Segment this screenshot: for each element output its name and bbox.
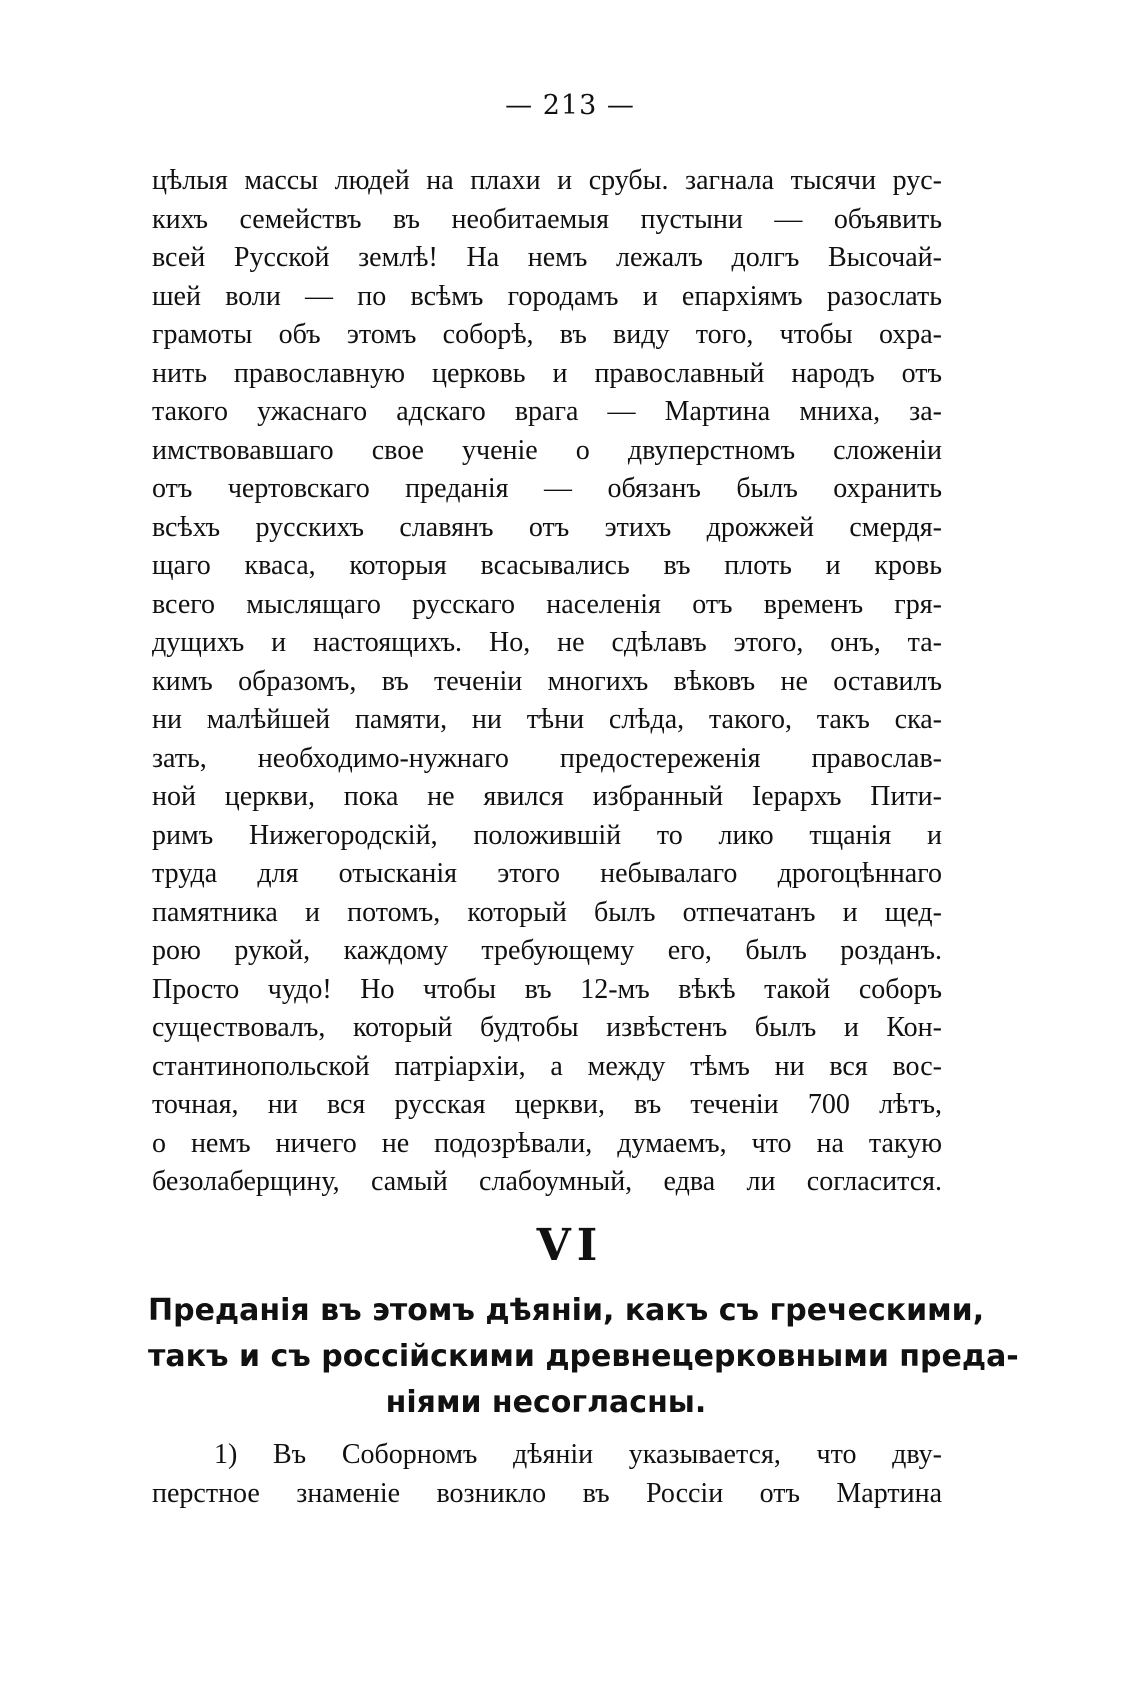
text-line: о немъ ничего не подозрѣвали, думаемъ, что на такую [152, 1127, 942, 1159]
text-line: 1) Въ Соборномъ дѣяніи указывается, что дву- [214, 1439, 942, 1470]
text-line: отъ чертовскаго преданія — обязанъ былъ охранить [152, 473, 942, 504]
text-line: щаго кваса, которыя всасывались въ плоть и кровь [152, 550, 942, 581]
text-line: дущихъ и настоящихъ. Но, не сдѣлавъ этого, онъ, та- [152, 627, 942, 658]
heading-line: такъ и съ россійскими древнецерковными преда- [148, 1339, 1019, 1374]
text-line: кихъ семействъ въ необитаемыя пустыни — объявить [152, 203, 942, 235]
text-line: безолаберщину, самый слабоумный, едва ли согласится. [152, 1166, 942, 1197]
section-heading [148, 1288, 1019, 1426]
text-line: всѣхъ русскихъ славянъ отъ этихъ дрожжей смердя- [152, 511, 942, 543]
section-numeral: VI [536, 1220, 604, 1271]
text-line: всего мыслящаго русскаго населенія отъ временъ гря- [152, 588, 942, 620]
text-line: перстное знаменіе возникло въ Россіи отъ Мартина [152, 1477, 942, 1509]
text-line: труда для отысканія этого небывалаго дрогоцѣннаго [152, 858, 942, 889]
heading-line: ніями несогласны. [385, 1385, 707, 1420]
text-line: точная, ни вся русская церкви, въ теченіи 700 лѣтъ, [152, 1089, 942, 1120]
page-number: — 213 — [505, 90, 635, 121]
main-paragraph [152, 162, 942, 1202]
text-line: существовалъ, который будтобы извѣстенъ былъ и Кон- [152, 1012, 942, 1043]
text-line: шей воли — по всѣмъ городамъ и епархіямъ разослать [152, 280, 942, 312]
text-line: цѣлыя массы людей на плахи и срубы. загнала тысячи рус- [152, 165, 942, 196]
text-line: ной церкви, пока не явился избранный Іерархъ Пити- [152, 781, 942, 812]
text-line: такого ужаснаго адскаго врага — Мартина мниха, за- [152, 396, 942, 427]
text-line: имствовавшаго свое ученіе о двуперстномъ сложеніи [152, 434, 942, 466]
text-line: всей Русской землѣ! На немъ лежалъ долгъ Высочай- [152, 242, 942, 273]
text-line: зать, необходимо-нужнаго предостереженія православ- [152, 742, 942, 774]
text-line: кимъ образомъ, въ теченіи многихъ вѣковъ не оставилъ [152, 665, 942, 697]
text-line: стантинопольской патріархіи, а между тѣмъ ни вся вос- [152, 1050, 942, 1082]
second-paragraph [152, 1436, 942, 1513]
text-line: рою рукой, каждому требующему его, былъ розданъ. [152, 935, 942, 966]
text-line: римъ Нижегородскій, положившій то лико тщанія и [152, 819, 942, 851]
text-line: ни малѣйшей памяти, ни тѣни слѣда, такого, такъ ска- [152, 704, 942, 735]
text-line: Просто чудо! Но чтобы въ 12-мъ вѣкѣ такой соборъ [152, 973, 942, 1005]
heading-line: Преданія въ этомъ дѣяніи, какъ съ греческими, [148, 1293, 985, 1328]
text-line: нить православную церковь и православный народъ отъ [152, 357, 942, 389]
text-line: грамоты объ этомъ соборѣ, въ виду того, чтобы охра- [152, 319, 942, 350]
text-line: памятника и потомъ, который былъ отпечатанъ и щед- [152, 896, 942, 928]
